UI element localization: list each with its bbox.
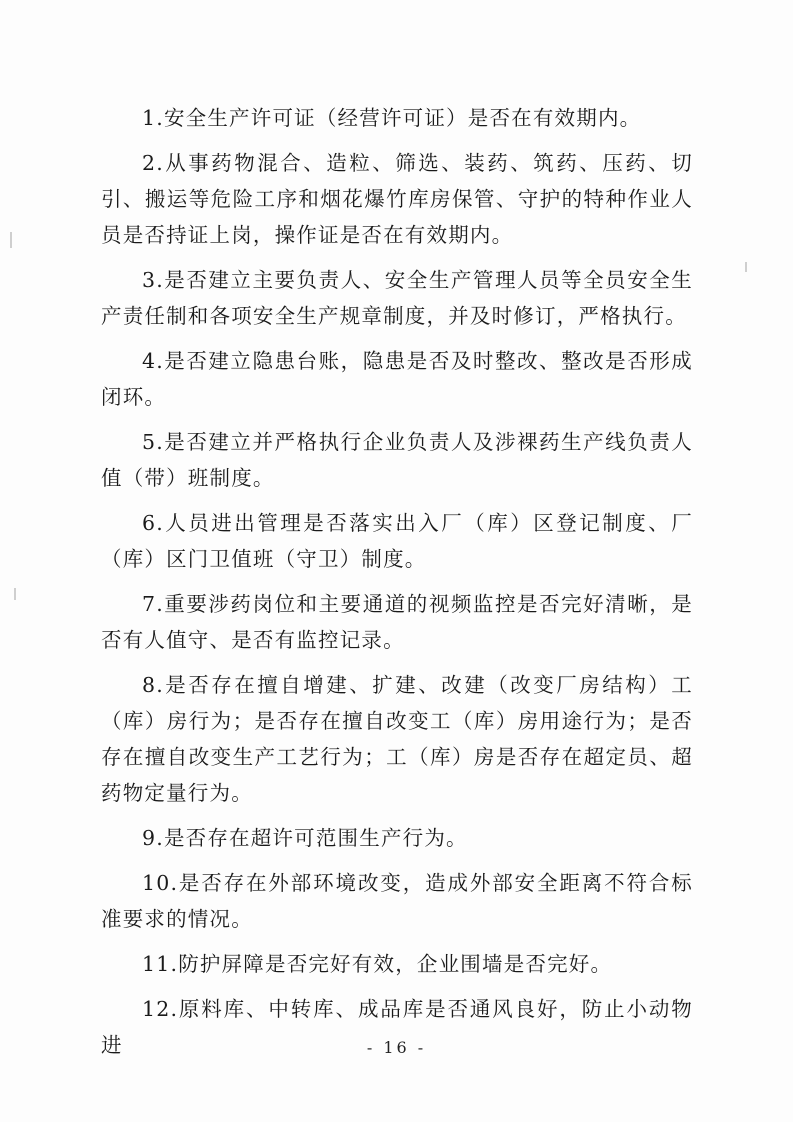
checklist-item-3: 3.是否建立主要负责人、安全生产管理人员等全员安全生产责任制和各项安全生产规章制度，并及时修订，严格执行。: [101, 268, 693, 328]
checklist-item-5: 5.是否建立并严格执行企业负责人及涉裸药生产线负责人值（带）班制度。: [101, 430, 693, 490]
checklist-item-7: 7.重要涉药岗位和主要通道的视频监控是否完好清晰，是否有人值守、是否有监控记录。: [101, 592, 693, 652]
checklist-item-11: 11.防护屏障是否完好有效，企业围墙是否完好。: [142, 952, 613, 976]
scan-artifact: [14, 588, 16, 600]
checklist-item-10: 10.是否存在外部环境改变，造成外部安全距离不符合标准要求的情况。: [101, 871, 693, 931]
page-number: - 16 -: [366, 1038, 427, 1057]
checklist-item-12: 12.原料库、中转库、成品库是否通风良好，防止小动物进: [101, 997, 693, 1057]
checklist-item-6: 6.人员进出管理是否落实出入厂（库）区登记制度、厂（库）区门卫值班（守卫）制度。: [101, 511, 693, 571]
checklist-item-1: 1.安全生产许可证（经营许可证）是否在有效期内。: [142, 106, 642, 130]
document-body: [101, 100, 693, 1072]
scan-artifact: [745, 262, 747, 272]
scan-artifact: [10, 232, 12, 248]
checklist-item-2: 2.从事药物混合、造粒、筛选、装药、筑药、压药、切引、搬运等危险工序和烟花爆竹库房保管、守护的特种作业人员是否持证上岗，操作证是否在有效期内。: [101, 151, 693, 247]
checklist-item-8: 8.是否存在擅自增建、扩建、改建（改变厂房结构）工（库）房行为；是否存在擅自改变工（库）房用途行为；是否存在擅自改变生产工艺行为；工（库）房是否存在超定员、超药物定量行为。: [101, 673, 693, 805]
checklist-item-4: 4.是否建立隐患台账，隐患是否及时整改、整改是否形成闭环。: [101, 349, 693, 409]
checklist-item-9: 9.是否存在超许可范围生产行为。: [142, 826, 468, 850]
